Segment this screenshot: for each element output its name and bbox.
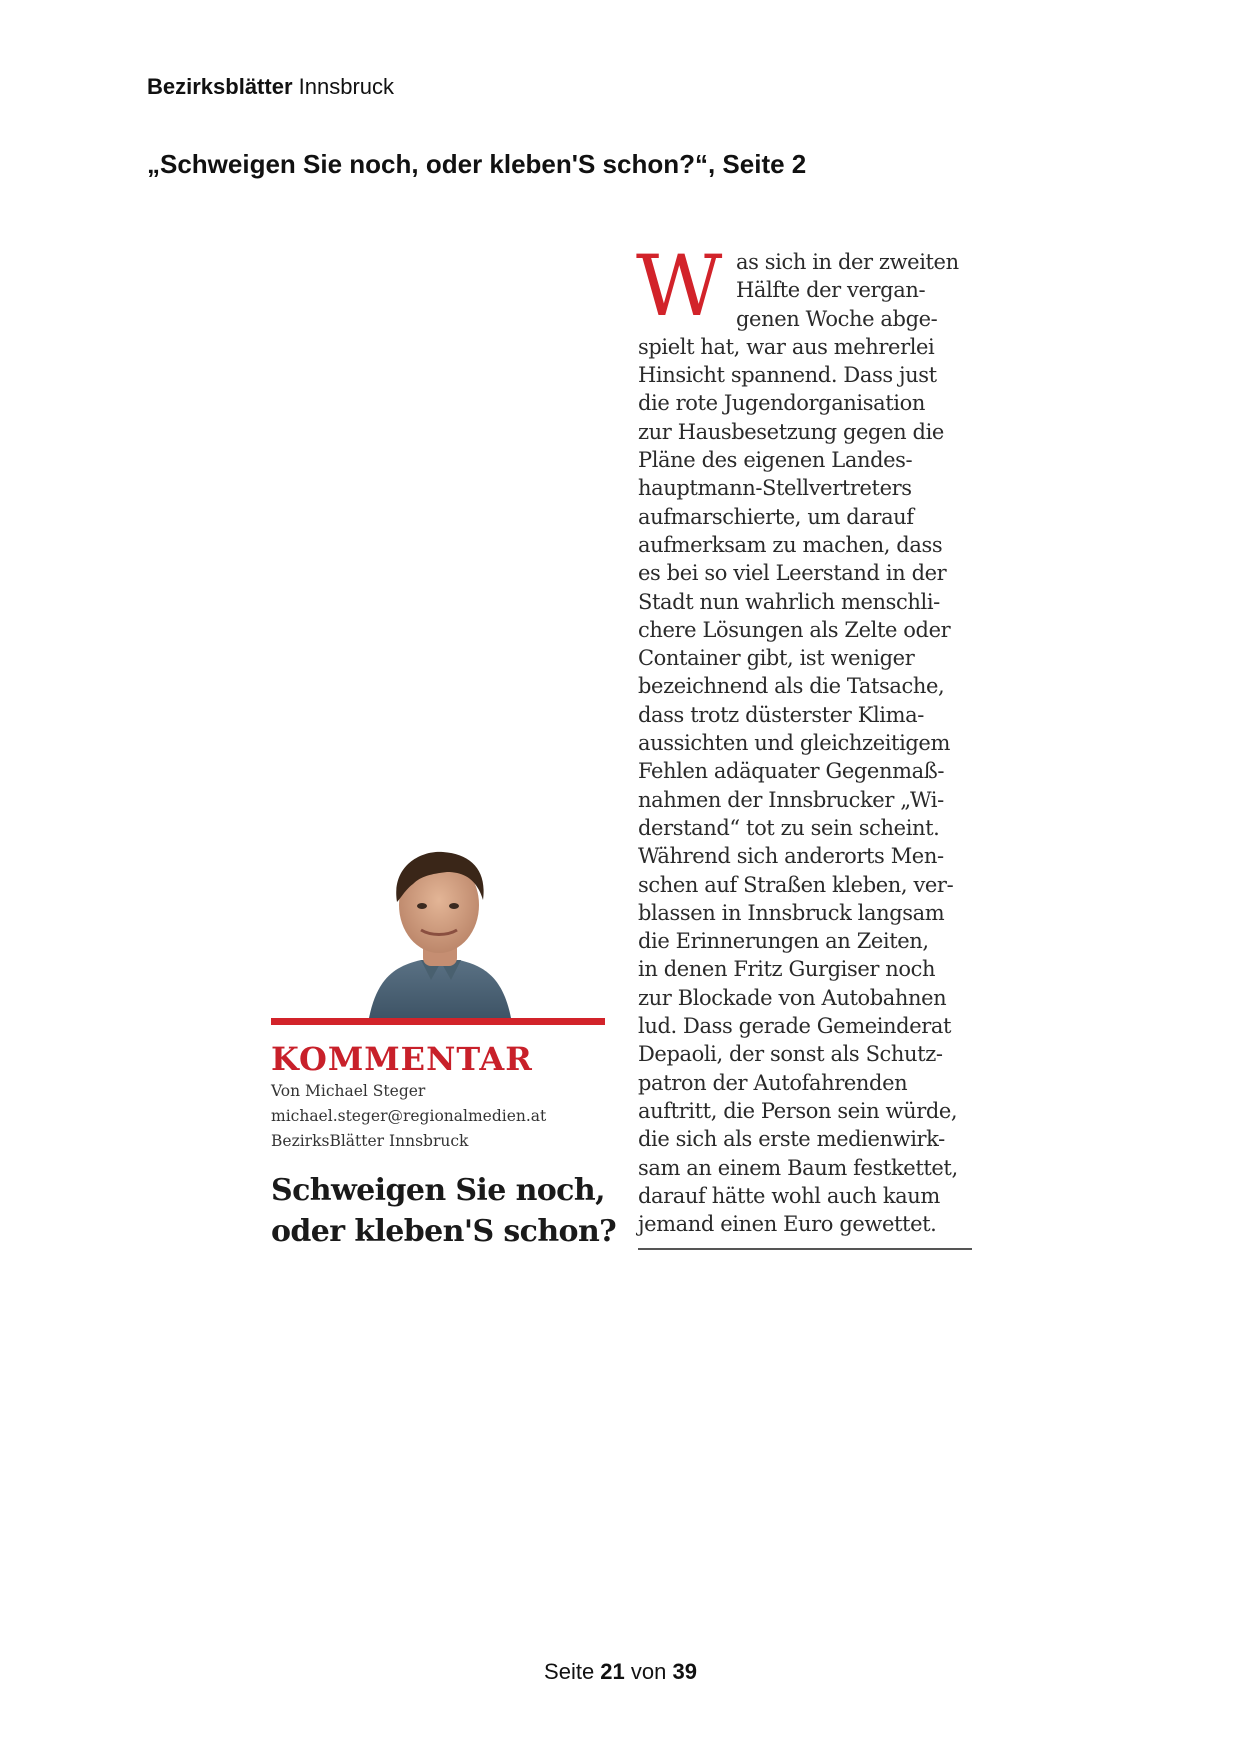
article-line: schen auf Straßen kleben, ver- xyxy=(638,872,954,897)
article-line: jemand einen Euro gewettet. xyxy=(638,1212,937,1237)
author-photo-illustration xyxy=(271,850,605,1018)
article-end-rule xyxy=(638,1248,972,1250)
article-line: Stadt nun wahrlich menschli- xyxy=(638,589,940,614)
article-line: zur Blockade von Autobahnen xyxy=(638,985,947,1010)
page-number-prefix: Seite xyxy=(544,1659,601,1684)
comment-headline xyxy=(271,1170,617,1252)
article-line: darauf hätte wohl auch kaum xyxy=(638,1183,940,1208)
author-photo xyxy=(271,850,605,1018)
document-title: „Schweigen Sie noch, oder kleben'S schon?“, Seite 2 xyxy=(147,149,807,179)
article-line: Hälfte der vergan- xyxy=(736,278,926,303)
page-number xyxy=(0,1659,1241,1685)
headline-line: Schweigen Sie noch, xyxy=(271,1173,605,1208)
publication-name-city: Innsbruck xyxy=(292,74,395,99)
section-label: KOMMENTAR xyxy=(271,1040,533,1078)
article-line: patron der Autofahrenden xyxy=(638,1070,908,1095)
article-line: dass trotz düsterster Klima- xyxy=(638,702,924,727)
article-line: in denen Fritz Gurgiser noch xyxy=(638,957,936,982)
article-line: die sich als erste medienwirk- xyxy=(638,1127,945,1152)
article-line: Hinsicht spannend. Dass just xyxy=(638,363,937,388)
article-line: nahmen der Innsbrucker „Wi- xyxy=(638,787,944,812)
comment-box xyxy=(271,850,617,1252)
drop-cap: W xyxy=(636,237,722,335)
article-line: Depaoli, der sonst als Schutz- xyxy=(638,1042,943,1067)
article-line: auftritt, die Person sein würde, xyxy=(638,1098,958,1123)
page-number-total: 39 xyxy=(672,1659,697,1684)
article-body xyxy=(636,237,976,1250)
publication-name xyxy=(147,74,394,100)
article-line: die rote Jugendorganisation xyxy=(638,391,925,416)
article-line: zur Hausbesetzung gegen die xyxy=(638,419,944,444)
article-line: es bei so viel Leerstand in der xyxy=(638,561,947,586)
section-divider xyxy=(271,1018,605,1025)
page-number-middle: von xyxy=(624,1659,673,1684)
article-line: Container gibt, ist weniger xyxy=(638,646,915,671)
article-line: sam an einem Baum festkettet, xyxy=(638,1155,958,1180)
article-line: Fehlen adäquater Gegenmaß- xyxy=(638,759,945,784)
article-line: aufmarschierte, um darauf xyxy=(638,504,914,529)
byline-publication: BezirksBlätter Innsbruck xyxy=(271,1132,469,1150)
headline-line: oder kleben'S schon? xyxy=(271,1214,617,1249)
article-line: genen Woche abge- xyxy=(736,306,938,331)
article-line: die Erinnerungen an Zeiten, xyxy=(638,929,929,954)
article-line: as sich in der zweiten xyxy=(736,250,959,274)
byline-author: Von Michael Steger xyxy=(271,1082,426,1100)
article-line: hauptmann-Stellvertreters xyxy=(638,476,912,501)
page-number-current: 21 xyxy=(600,1659,625,1684)
byline-email: michael.steger@regionalmedien.at xyxy=(271,1107,547,1125)
publication-name-bold: Bezirksblätter xyxy=(147,74,293,99)
article-line: derstand“ tot zu sein scheint. xyxy=(638,815,940,840)
article-line: bezeichnend als die Tatsache, xyxy=(638,674,945,699)
article-line: Pläne des eigenen Landes- xyxy=(638,448,913,473)
article-line: lud. Dass gerade Gemeinderat xyxy=(638,1014,952,1039)
article-line: aufmerksam zu machen, dass xyxy=(638,532,943,557)
article-line: Während sich anderorts Men- xyxy=(638,844,944,869)
article-line: spielt hat, war aus mehrerlei xyxy=(638,334,935,359)
article-line: chere Lösungen als Zelte oder xyxy=(638,617,951,642)
article-line: aussichten und gleichzeitigem xyxy=(638,731,950,756)
article-line: blassen in Innsbruck langsam xyxy=(638,900,945,925)
